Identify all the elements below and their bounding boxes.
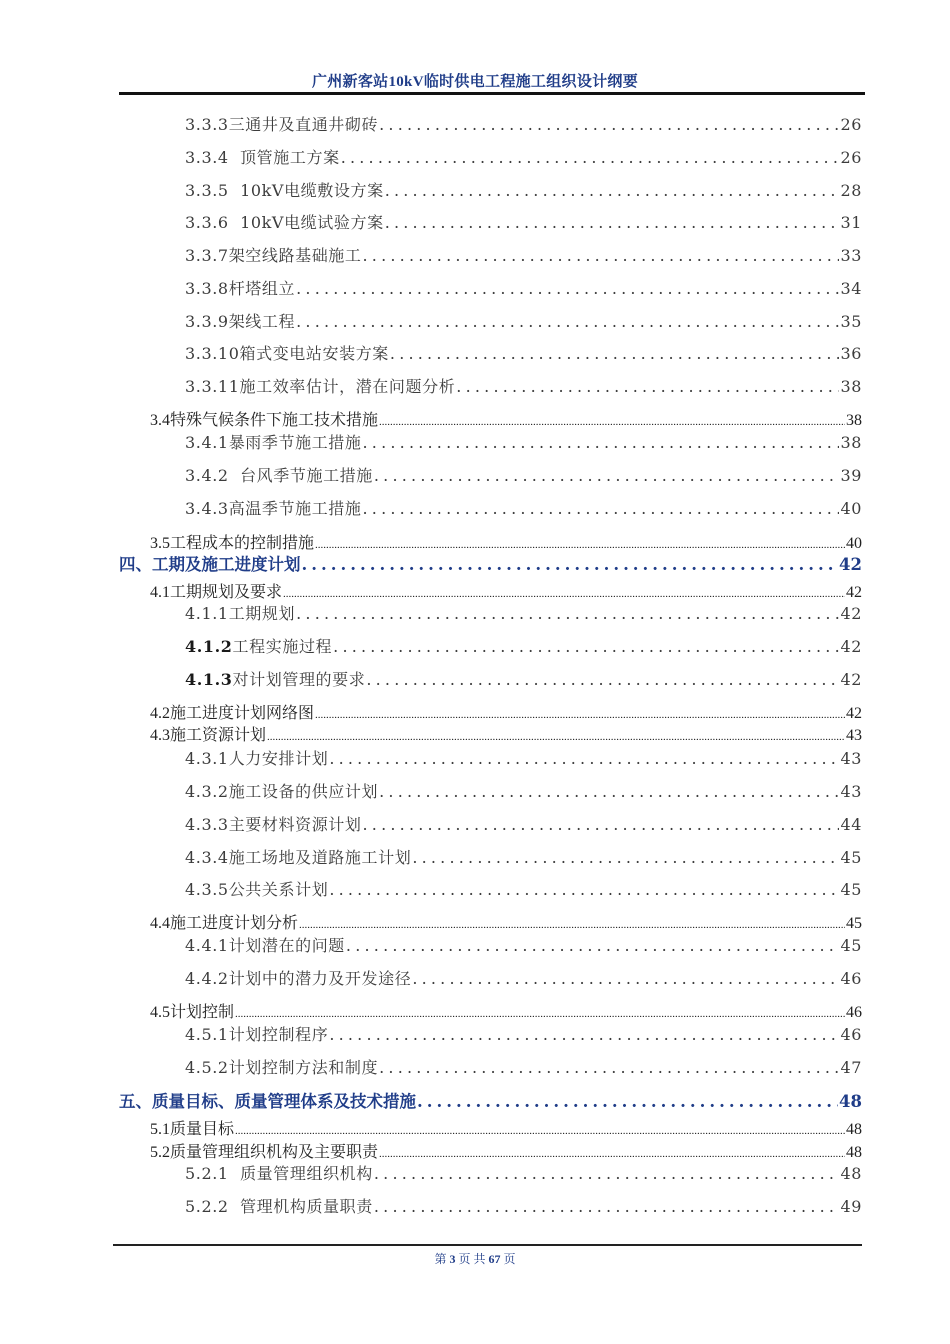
toc-page-number: 40 xyxy=(846,535,862,552)
toc-page-number: 38 xyxy=(846,412,862,429)
toc-page-number: 43 xyxy=(846,727,862,744)
toc-entry-title: 3.3.8杆塔组立 xyxy=(185,279,296,298)
toc-entry[interactable] xyxy=(185,634,862,657)
toc-leader-dots xyxy=(341,148,840,167)
toc-entry-section[interactable] xyxy=(150,999,862,1022)
toc-entry[interactable] xyxy=(185,374,862,397)
toc-page-number: 38 xyxy=(840,433,862,452)
toc-page-number: 48 xyxy=(846,1144,862,1161)
toc-leader-dots xyxy=(296,312,839,331)
toc-entry-title: 3.4.2 台风季节施工措施 xyxy=(185,466,373,485)
toc-entry-title: 3.4.3高温季节施工措施 xyxy=(185,499,362,518)
toc-entry-title: 5.2.2 管理机构质量职责 xyxy=(185,1197,373,1216)
toc-leader-dots xyxy=(385,213,840,232)
toc-page-number: 35 xyxy=(840,312,862,331)
toc-leader-dots xyxy=(283,584,845,602)
toc-leader-dots xyxy=(363,433,840,452)
toc-entry[interactable] xyxy=(185,463,862,486)
toc-entry[interactable] xyxy=(185,966,862,989)
toc-entry[interactable] xyxy=(185,1055,862,1078)
toc-entry-title: 四、工期及施工进度计划 xyxy=(119,555,301,574)
toc-page-number: 43 xyxy=(840,782,862,801)
toc-entry-title: 4.1.1工期规划 xyxy=(185,604,296,623)
toc-entry[interactable] xyxy=(185,1161,862,1184)
toc-entry-title xyxy=(185,634,332,657)
toc-leader-dots xyxy=(379,1144,845,1162)
toc-entry[interactable] xyxy=(185,933,862,956)
toc-leader-dots xyxy=(296,279,839,298)
toc-page-number: 42 xyxy=(840,637,862,656)
toc-leader-dots xyxy=(374,1197,840,1216)
toc-entry-title: 4.3.3主要材料资源计划 xyxy=(185,815,362,834)
toc-leader-dots xyxy=(366,670,839,689)
toc-page-number: 26 xyxy=(840,115,862,134)
toc-entry-title: 4.4施工进度计划分析 xyxy=(150,915,299,932)
toc-entry[interactable] xyxy=(185,845,862,868)
toc-entry-title: 3.3.7架空线路基础施工 xyxy=(185,246,362,265)
toc-leader-dots xyxy=(302,555,839,574)
toc-entry-title: 3.3.4 顶管施工方案 xyxy=(185,148,340,167)
toc-entry-title: 4.3施工资源计划 xyxy=(150,727,267,744)
toc-entry-title: 4.5计划控制 xyxy=(150,1004,235,1021)
toc-entry[interactable] xyxy=(185,309,862,332)
toc-leader-dots xyxy=(379,782,839,801)
toc-leader-dots xyxy=(379,412,845,430)
toc-entry-title: 4.4.1计划潜在的问题 xyxy=(185,936,345,955)
toc-entry-section[interactable] xyxy=(150,1116,862,1139)
toc-page-number: 38 xyxy=(840,377,862,396)
toc-entry[interactable] xyxy=(185,667,862,690)
toc-leader-dots xyxy=(363,246,840,265)
toc-page-number: 47 xyxy=(840,1058,862,1077)
toc-entry-title: 3.3.3三通井及直通井砌砖 xyxy=(185,115,379,134)
toc-leader-dots xyxy=(315,705,845,723)
toc-entry-title: 5.2质量管理组织机构及主要职责 xyxy=(150,1144,379,1161)
footer-suffix: 页 xyxy=(503,1252,516,1266)
toc-entry-title: 4.5.1计划控制程序 xyxy=(185,1025,329,1044)
toc-page-number: 42 xyxy=(839,555,862,574)
toc-entry[interactable] xyxy=(185,877,862,900)
toc-entry-section[interactable] xyxy=(150,910,862,933)
toc-page-number: 26 xyxy=(840,148,862,167)
toc-leader-dots xyxy=(374,1164,840,1183)
toc-page-number: 36 xyxy=(840,344,862,363)
toc-entry-title: 3.3.6 10kV电缆试验方案 xyxy=(185,213,384,232)
toc-leader-dots xyxy=(299,915,845,933)
toc-entry[interactable] xyxy=(185,812,862,835)
toc-entry-section[interactable] xyxy=(150,530,862,553)
toc-leader-dots xyxy=(412,969,839,988)
toc-page-number: 45 xyxy=(840,880,862,899)
toc-leader-dots xyxy=(329,880,839,899)
toc-leader-dots xyxy=(456,377,839,396)
toc-entry[interactable] xyxy=(185,746,862,769)
toc-entry-section[interactable] xyxy=(150,722,862,745)
toc-page-number: 48 xyxy=(839,1092,862,1111)
toc-leader-dots xyxy=(329,749,839,768)
toc-entry-label: 工程实施过程 xyxy=(232,637,333,656)
toc-leader-dots xyxy=(374,466,840,485)
toc-page-number: 46 xyxy=(840,1025,862,1044)
toc-entry[interactable] xyxy=(185,341,862,364)
toc-entry-number: 4.1.2 xyxy=(185,637,233,656)
toc-leader-dots xyxy=(329,1025,839,1044)
toc-page-number: 46 xyxy=(846,1004,862,1021)
toc-entry[interactable] xyxy=(185,779,862,802)
toc-page-number: 43 xyxy=(840,749,862,768)
toc-page-number: 45 xyxy=(840,848,862,867)
toc-page-number: 42 xyxy=(846,705,862,722)
toc-leader-dots xyxy=(412,848,839,867)
toc-entry-title: 3.5工程成本的控制措施 xyxy=(150,535,315,552)
toc-page-number: 44 xyxy=(840,815,862,834)
toc-entry-title: 3.3.10箱式变电站安装方案 xyxy=(185,344,389,363)
footer-total-pages: 67 xyxy=(488,1252,501,1266)
footer-mid: 页 共 xyxy=(458,1252,486,1266)
footer-current-page: 3 xyxy=(449,1252,456,1266)
toc-entry[interactable] xyxy=(185,210,862,233)
toc-leader-dots xyxy=(346,936,840,955)
toc-leader-dots xyxy=(379,1058,839,1077)
toc-page-number: 31 xyxy=(840,213,862,232)
toc-leader-dots xyxy=(235,1004,845,1022)
toc-page-number: 40 xyxy=(840,499,862,518)
toc-entry-section[interactable] xyxy=(150,579,862,602)
toc-entry-title: 4.3.5公共关系计划 xyxy=(185,880,329,899)
toc-entry[interactable] xyxy=(185,276,862,299)
toc-leader-dots xyxy=(363,499,840,518)
toc-page-number: 42 xyxy=(846,584,862,601)
toc-entry-title: 3.3.5 10kV电缆敷设方案 xyxy=(185,181,384,200)
running-header-title: 广州新客站10kV临时供电工程施工组织设计纲要 xyxy=(311,74,639,90)
toc-entry-title: 3.4.1暴雨季节施工措施 xyxy=(185,433,362,452)
toc-entry-section[interactable] xyxy=(150,407,862,430)
toc-entry-title: 3.3.9架线工程 xyxy=(185,312,296,331)
toc-entry-title: 5.2.1 质量管理组织机构 xyxy=(185,1164,373,1183)
toc-entry[interactable] xyxy=(185,1022,862,1045)
toc-page-number: 45 xyxy=(846,915,862,932)
toc-page-number: 42 xyxy=(840,604,862,623)
footer-prefix: 第 xyxy=(434,1252,447,1266)
toc-entry-chapter[interactable] xyxy=(119,551,862,575)
toc-page-number: 48 xyxy=(840,1164,862,1183)
footer-rule xyxy=(113,1244,862,1246)
toc-leader-dots xyxy=(333,637,839,656)
toc-entry[interactable] xyxy=(185,430,862,453)
toc-page-number: 46 xyxy=(840,969,862,988)
toc-page-number: 48 xyxy=(846,1121,862,1138)
toc-page-number: 34 xyxy=(840,279,862,298)
toc-entry-title xyxy=(185,667,365,690)
toc-entry[interactable] xyxy=(185,243,862,266)
toc-leader-dots xyxy=(390,344,840,363)
toc-entry-title: 4.1工期规划及要求 xyxy=(150,584,283,601)
toc-entry-number: 4.1.3 xyxy=(185,670,233,689)
toc-entry[interactable] xyxy=(185,178,862,201)
header-rule xyxy=(119,92,865,95)
toc-entry-title: 3.3.11施工效率估计，潜在问题分析 xyxy=(185,377,456,396)
toc-entry[interactable] xyxy=(185,601,862,624)
toc-entry-title: 3.4特殊气候条件下施工技术措施 xyxy=(150,412,379,429)
toc-leader-dots xyxy=(385,181,840,200)
toc-leader-dots xyxy=(235,1121,845,1139)
toc-leader-dots xyxy=(267,727,845,745)
toc-entry-title: 4.5.2计划控制方法和制度 xyxy=(185,1058,379,1077)
toc-leader-dots xyxy=(379,115,839,134)
toc-entry[interactable] xyxy=(185,112,862,135)
toc-page-number: 49 xyxy=(840,1197,862,1216)
toc-entry[interactable] xyxy=(185,1194,862,1217)
toc-page-number: 42 xyxy=(840,670,862,689)
toc-leader-dots xyxy=(296,604,839,623)
toc-entry[interactable] xyxy=(185,496,862,519)
toc-leader-dots xyxy=(417,1092,838,1111)
toc-entry[interactable] xyxy=(185,145,862,168)
toc-entry-title: 5.1质量目标 xyxy=(150,1121,235,1138)
page-footer xyxy=(0,1250,950,1267)
toc-entry-title: 4.3.2施工设备的供应计划 xyxy=(185,782,379,801)
toc-leader-dots xyxy=(363,815,840,834)
toc-entry-label: 对计划管理的要求 xyxy=(232,670,366,689)
toc-entry-chapter[interactable] xyxy=(119,1088,862,1112)
toc-entry-title: 五、质量目标、质量管理体系及技术措施 xyxy=(119,1092,416,1111)
toc-entry-section[interactable] xyxy=(150,1139,862,1162)
toc-entry-title: 4.3.1人力安排计划 xyxy=(185,749,329,768)
toc-page-number: 28 xyxy=(840,181,862,200)
toc-entry-title: 4.3.4施工场地及道路施工计划 xyxy=(185,848,412,867)
toc-page-number: 39 xyxy=(840,466,862,485)
toc-page-number: 45 xyxy=(840,936,862,955)
toc-page-number: 33 xyxy=(840,246,862,265)
toc-entry-section[interactable] xyxy=(150,700,862,723)
toc-entry-title: 4.4.2计划中的潜力及开发途径 xyxy=(185,969,412,988)
toc-entry-title: 4.2施工进度计划网络图 xyxy=(150,705,315,722)
